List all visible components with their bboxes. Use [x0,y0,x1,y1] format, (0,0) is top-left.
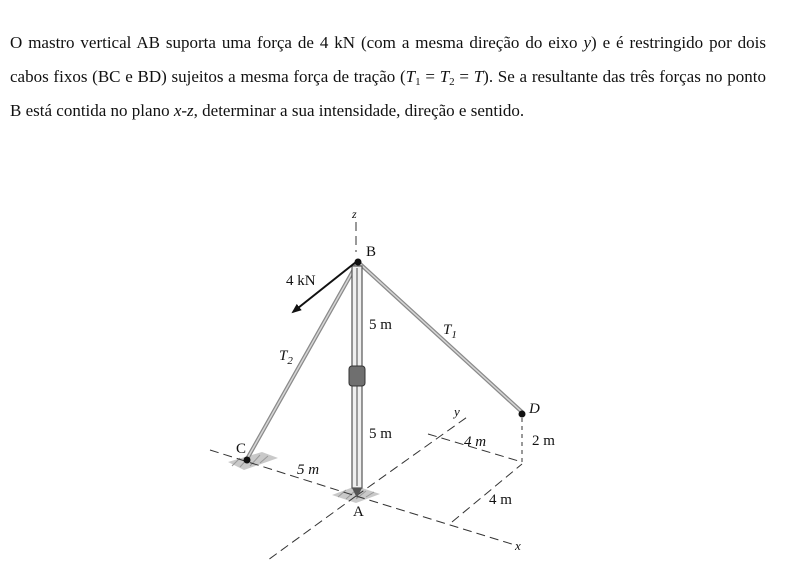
cable-bc-core [247,262,358,459]
point-d-dot [519,411,526,418]
axis-y-back-dashed [268,496,356,560]
tension-t-symbol: T [473,67,484,86]
mast-ab [349,266,365,498]
problem-text-3: ). Se a resultante das três forças no ponto B está contida no plano [10,67,766,120]
label-force-4kn: 4 kN [286,273,316,289]
label-point-a: A [353,504,364,520]
label-dim-x-4m: 4 m [489,492,512,508]
cable-bd-core [358,262,522,412]
plane-xz-symbol: x-z [173,101,194,120]
problem-text-2: ) e é restringido por dois cabos fixos (BC e BD) sujeitos a mesma força de tração ( [10,33,767,86]
label-dim-y-4m: 4 m [464,434,487,450]
label-dim-upper-5m: 5 m [369,317,392,333]
axis-y-symbol: y [583,33,591,52]
tension-t2-symbol: T [439,67,450,86]
problem-text-1: O mastro vertical AB suporta uma força de 4 kN (com a mesma direção do eixo [10,33,584,52]
label-axis-y: y [454,404,460,419]
tension-t1-sub: 1 [415,76,421,88]
label-point-c: C [236,441,247,457]
label-tension-t1: $T_1$ [443,322,457,341]
label-point-d: D [529,401,540,417]
equals-sign-2: = [454,67,474,86]
label-point-b: B [366,244,377,260]
equals-sign-1: = [420,67,440,86]
label-tension-t2: $T_2$ [279,348,293,367]
point-c-dot [244,457,251,464]
problem-text-4: , determinar a sua intensidade, direção e sentido. [193,101,525,120]
tension-t2-sub: 2 [449,76,455,88]
mast-coupling [349,366,365,386]
label-dim-d-2m: 2 m [532,433,555,449]
label-dim-lower-5m: 5 m [369,426,392,442]
tension-t1-symbol: T [405,67,416,86]
label-axis-x: x [515,538,521,553]
label-axis-z: z [352,207,357,221]
axis-c-a-dashed [210,450,356,496]
label-dim-ac-5m: 5 m [297,462,320,478]
